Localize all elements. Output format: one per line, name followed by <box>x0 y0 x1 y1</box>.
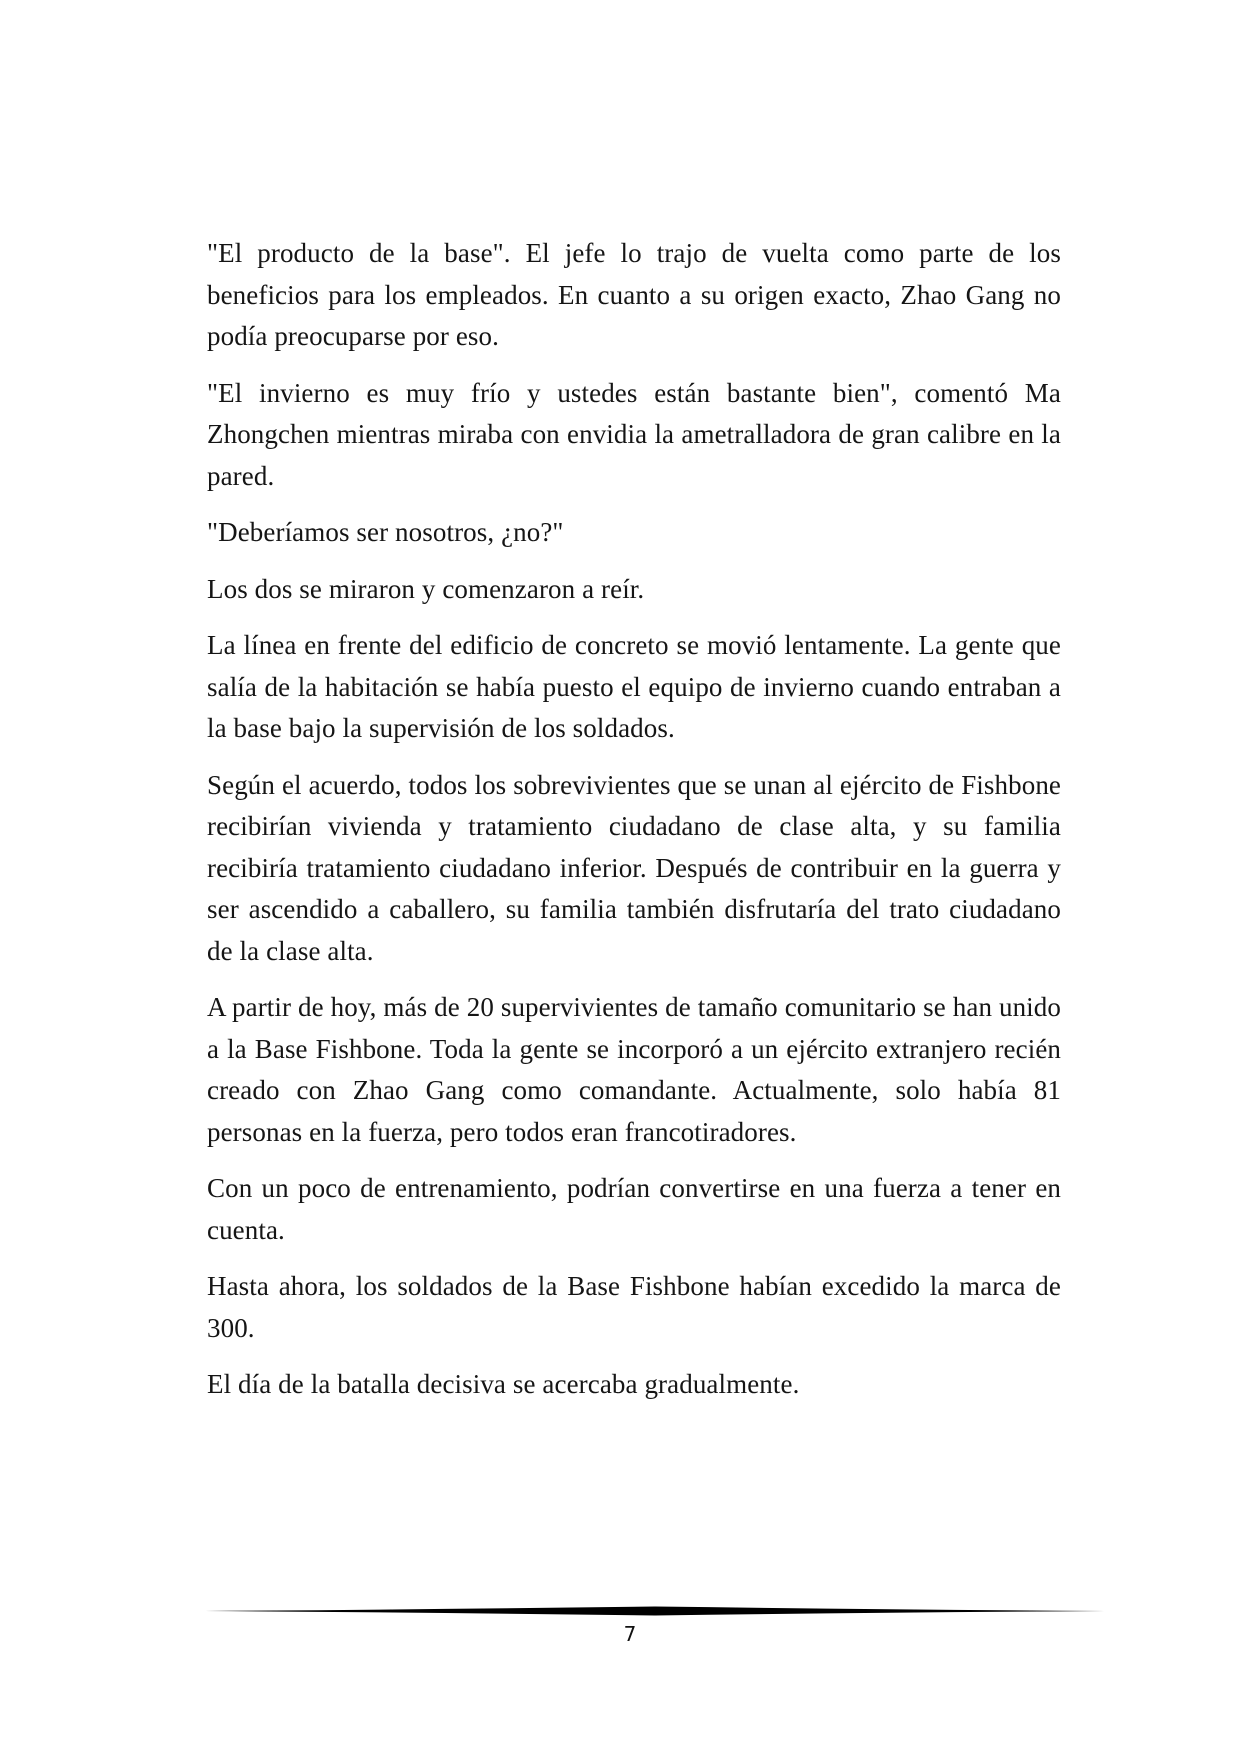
paragraph-6: Según el acuerdo, todos los sobrevivientes que se unan al ejército de Fishbone recibirían vivienda y tratamiento ciudadano de clase alta, y su familia recibiría tratamiento ciudadano inferior. Después de contribuir en la guerra y ser ascendido a caballero, su familia también disfrutaría del trato ciudadano de la clase alta. <box>207 769 1061 966</box>
footer-rule <box>205 1604 1105 1618</box>
paragraph-5: La línea en frente del edificio de concreto se movió lentamente. La gente que salía de la habitación se había puesto el equipo de invierno cuando entraban a la base bajo la supervisión de los soldados. <box>207 630 1061 743</box>
paragraph-7: A partir de hoy, más de 20 supervivientes de tamaño comunitario se han unido a la Base Fishbone. Toda la gente se incorporó a un ejército extranjero recién creado con Zhao Gang como comandante. Actualmente, solo había 81 personas en la fuerza, pero todos eran francotiradores. <box>207 992 1061 1147</box>
paragraph-4: Los dos se miraron y comenzaron a reír. <box>207 573 645 604</box>
paragraph-10: El día de la batalla decisiva se acercaba gradualmente. <box>207 1369 800 1399</box>
paragraph-8: Con un poco de entrenamiento, podrían convertirse en una fuerza a tener en cuenta. <box>207 1173 1061 1245</box>
paragraph-9: Hasta ahora, los soldados de la Base Fishbone habían excedido la marca de 300. <box>207 1271 1061 1343</box>
paragraph-3: "Deberíamos ser nosotros, ¿no?" <box>207 517 564 547</box>
paragraph-1: "El producto de la base". El jefe lo trajo de vuelta como parte de los beneficios para los empleados. En cuanto a su origen exacto, Zhao Gang no podía preocuparse por eso. <box>207 238 1061 351</box>
page-number: 7 <box>623 1622 637 1646</box>
body-text <box>207 233 1061 1421</box>
paragraph-2: "El invierno es muy frío y ustedes están bastante bien", comentó Ma Zhongchen mientras miraba con envidia la ametralladora de gran calibre en la pared. <box>207 377 1061 491</box>
